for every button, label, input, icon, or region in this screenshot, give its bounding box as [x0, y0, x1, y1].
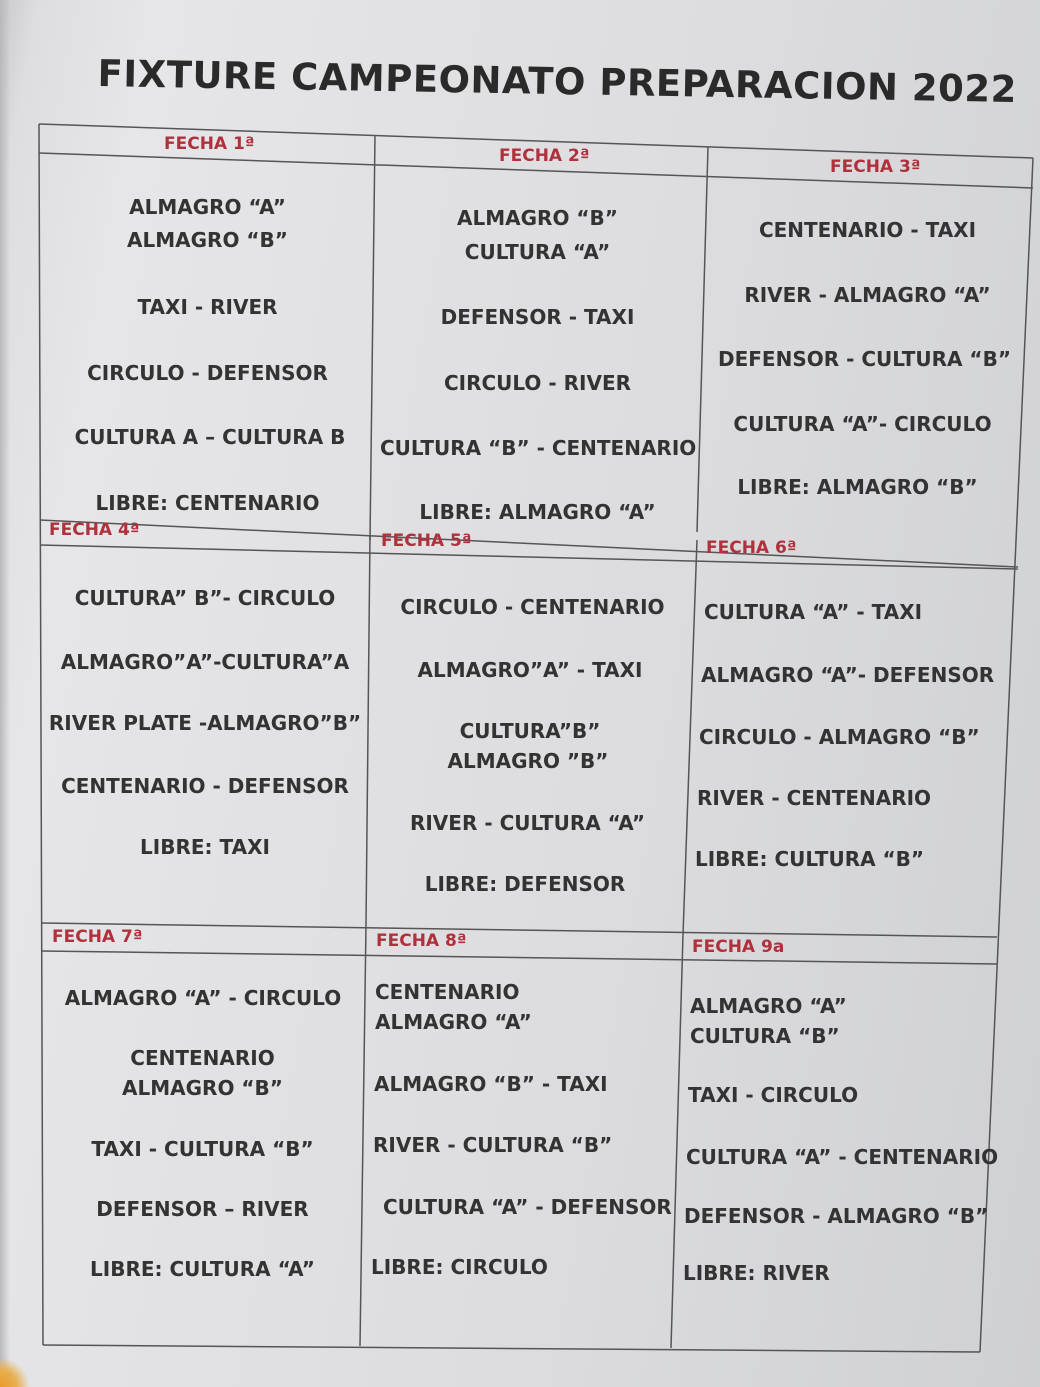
fecha-3-label: FECHA 3ª: [830, 157, 921, 177]
fecha-3-libre: LIBRE: ALMAGRO “B”: [737, 475, 978, 499]
fecha-9-match-4: DEFENSOR - ALMAGRO “B”: [684, 1204, 989, 1228]
fecha-6-match-2: ALMAGRO “A”- DEFENSOR: [701, 663, 995, 687]
fecha-2-match-1b: CULTURA “A”: [464, 240, 611, 264]
fecha-7-match-1: ALMAGRO “A” - CIRCULO: [64, 986, 342, 1010]
fecha-1-match-2: TAXI - RIVER: [137, 295, 278, 319]
grid-col2-row3: [671, 935, 683, 1348]
fecha-7-match-4: DEFENSOR – RIVER: [96, 1197, 309, 1221]
fecha-1-match-1b: ALMAGRO “B”: [127, 228, 288, 252]
fecha-7-libre: LIBRE: CULTURA “A”: [90, 1257, 315, 1281]
grid-col1-row3: [360, 925, 366, 1346]
fecha-8-match-2: ALMAGRO “B” - TAXI: [374, 1072, 608, 1096]
fecha-2-match-4: CULTURA “B” - CENTENARIO: [380, 436, 697, 460]
grid-row2-header-line: [40, 545, 1018, 569]
fecha-7-label: FECHA 7ª: [52, 927, 143, 947]
fecha-5-match-1: CIRCULO - CENTENARIO: [400, 595, 665, 619]
fecha-1-match-3: CIRCULO - DEFENSOR: [87, 361, 328, 385]
grid-row2-top-line: [40, 520, 1018, 567]
fecha-5-match-2: ALMAGRO”A” - TAXI: [417, 658, 643, 682]
fecha-5-match-3b: ALMAGRO ”B”: [447, 749, 609, 773]
fecha-9-label: FECHA 9a: [692, 937, 785, 957]
fecha-2-match-3: CIRCULO - RIVER: [443, 371, 632, 395]
fecha-4-match-1: CULTURA” B”- CIRCULO: [74, 586, 336, 610]
fecha-1-libre: LIBRE: CENTENARIO: [95, 491, 320, 515]
fecha-7-match-2b: ALMAGRO “B”: [122, 1076, 283, 1100]
fecha-8-match-1a: CENTENARIO: [375, 980, 520, 1004]
fecha-1-label: FECHA 1ª: [164, 134, 255, 154]
fecha-9-match-3: CULTURA “A” - CENTENARIO: [686, 1145, 999, 1169]
fecha-4-libre: LIBRE: TAXI: [140, 835, 270, 859]
fecha-2-match-1a: ALMAGRO “B”: [457, 206, 618, 230]
fecha-2-match-2: DEFENSOR - TAXI: [440, 305, 635, 329]
fecha-2-label: FECHA 2ª: [499, 146, 590, 166]
fecha-4-match-4: CENTENARIO - DEFENSOR: [61, 774, 349, 798]
fecha-4-label: FECHA 4ª: [49, 520, 140, 540]
grid-right-line: [980, 158, 1033, 1352]
fecha-8-match-4: CULTURA “A” - DEFENSOR: [383, 1195, 672, 1219]
fecha-3-match-2: RIVER - ALMAGRO “A”: [744, 283, 991, 307]
grid-col2-row1: [697, 147, 708, 532]
fecha-4-match-3: RIVER PLATE -ALMAGRO”B”: [48, 711, 362, 735]
fecha-6-match-3: CIRCULO - ALMAGRO “B”: [699, 725, 980, 749]
fecha-1-match-1a: ALMAGRO “A”: [129, 195, 286, 219]
fecha-8-match-3: RIVER - CULTURA “B”: [373, 1133, 613, 1157]
fecha-5-match-3a: CULTURA”B”: [459, 719, 601, 743]
fecha-6-match-1: CULTURA “A” - TAXI: [704, 600, 923, 624]
grid-bottom-line: [43, 1345, 980, 1352]
fecha-4-match-2: ALMAGRO”A”-CULTURA”A: [60, 650, 350, 674]
fecha-5-label: FECHA 5ª: [381, 531, 472, 551]
fecha-5-match-4: RIVER - CULTURA “A”: [409, 811, 646, 835]
grid-col1-row2: [366, 535, 370, 925]
fecha-8-libre: LIBRE: CIRCULO: [371, 1255, 548, 1279]
fecha-6-match-4: RIVER - CENTENARIO: [697, 786, 932, 810]
fecha-3-match-3: DEFENSOR - CULTURA “B”: [718, 347, 1011, 371]
grid-row3-top-line: [41, 923, 997, 937]
grid-col1-row1: [370, 135, 375, 540]
page-title: FIXTURE CAMPEONATO PREPARACION 2022: [97, 52, 1018, 112]
fecha-9-match-1b: CULTURA “B”: [690, 1024, 840, 1048]
fecha-6-label: FECHA 6ª: [706, 538, 797, 558]
fecha-7-match-2a: CENTENARIO: [130, 1046, 275, 1070]
grid-col2-row2: [683, 540, 697, 935]
grid-row3-header-line: [41, 951, 997, 964]
grid-left-line: [39, 124, 43, 1345]
fecha-1-match-4: CULTURA A – CULTURA B: [74, 425, 346, 449]
fecha-5-libre: LIBRE: DEFENSOR: [424, 872, 626, 896]
fecha-3-match-4: CULTURA “A”- CIRCULO: [733, 412, 992, 436]
fecha-9-libre: LIBRE: RIVER: [683, 1261, 830, 1285]
fecha-3-match-1: CENTENARIO - TAXI: [758, 218, 977, 242]
fecha-9-match-2: TAXI - CIRCULO: [688, 1083, 859, 1107]
fecha-6-libre: LIBRE: CULTURA “B”: [695, 847, 925, 871]
fecha-8-match-1b: ALMAGRO “A”: [375, 1010, 532, 1034]
fecha-7-match-3: TAXI - CULTURA “B”: [91, 1137, 314, 1161]
fecha-2-libre: LIBRE: ALMAGRO “A”: [419, 500, 656, 524]
fecha-8-label: FECHA 8ª: [376, 931, 467, 951]
fecha-9-match-1a: ALMAGRO “A”: [690, 994, 847, 1018]
